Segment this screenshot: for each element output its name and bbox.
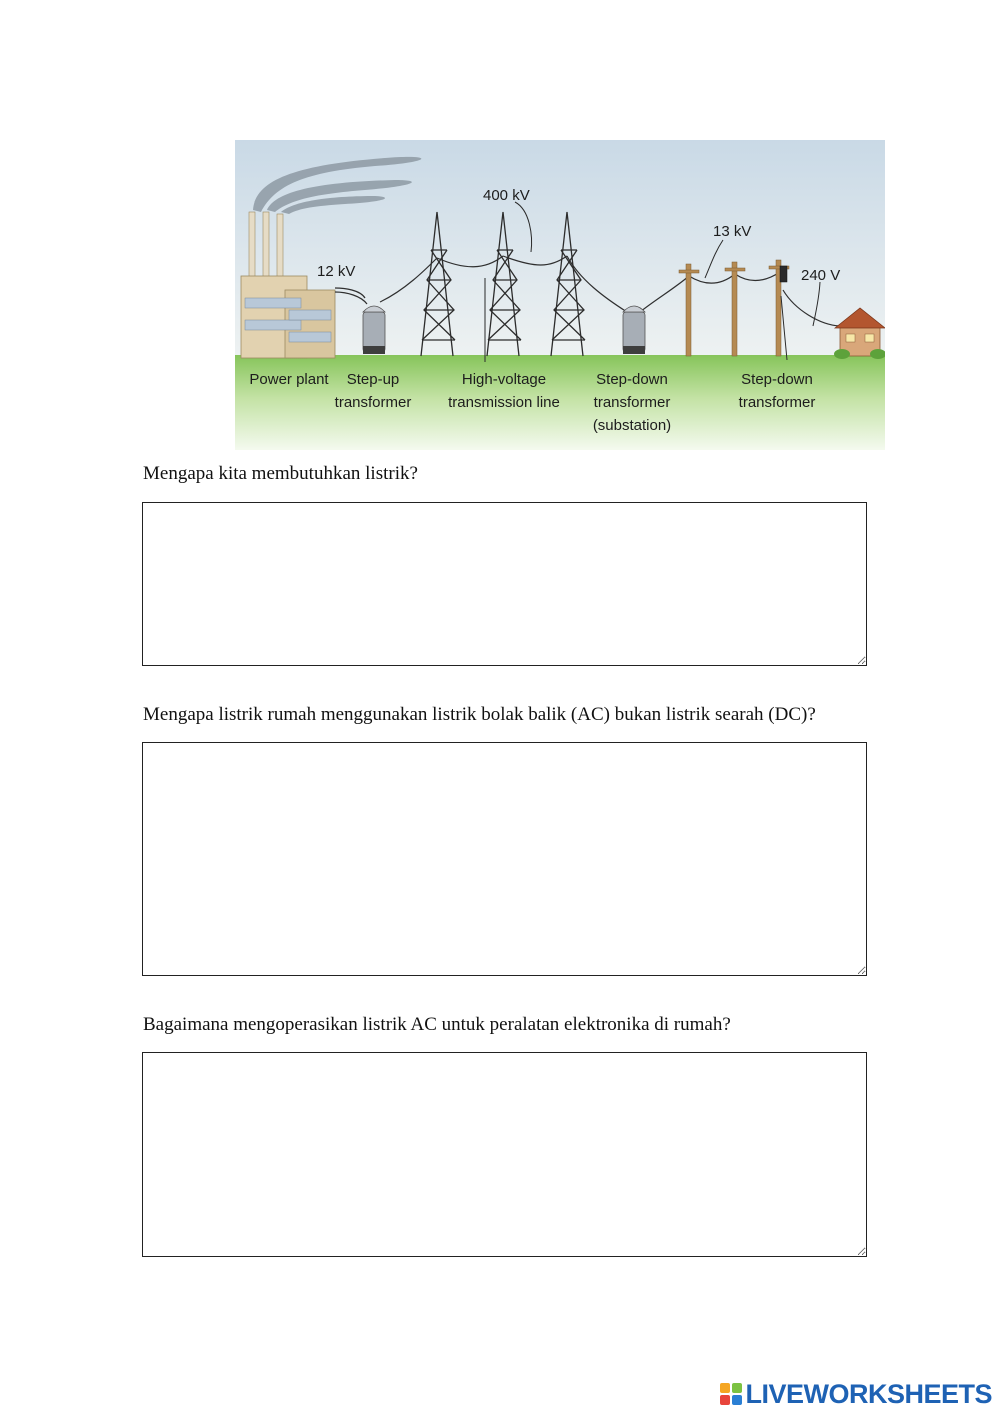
voltage-label-plant: 12 kV bbox=[317, 263, 356, 280]
logo-square-3 bbox=[720, 1395, 730, 1405]
logo-square-2 bbox=[732, 1383, 742, 1393]
liveworksheets-wordmark: LIVEWORKSHEETS bbox=[745, 1378, 992, 1409]
answer-box-3[interactable] bbox=[142, 1052, 867, 1257]
power-grid-illustration bbox=[235, 140, 885, 450]
voltage-label-transmission: 400 kV bbox=[483, 187, 530, 204]
power-grid-diagram bbox=[235, 140, 885, 450]
label-pole-transformer-line2: transformer bbox=[738, 394, 816, 411]
substation-transformer-shape bbox=[623, 306, 645, 354]
question-3: Bagaimana mengoperasikan listrik AC untuk peralatan elektronika di rumah? bbox=[143, 1014, 731, 1035]
logo-square-1 bbox=[720, 1383, 730, 1393]
label-substation-line3: (substation) bbox=[592, 417, 672, 434]
label-hv-line1: High-voltage bbox=[461, 371, 547, 388]
label-pole-transformer-line1: Step-down bbox=[741, 371, 813, 388]
answer-box-2[interactable] bbox=[142, 742, 867, 976]
label-step-up-line1: Step-up bbox=[346, 371, 400, 388]
label-power-plant: Power plant bbox=[249, 371, 329, 388]
logo-square-4 bbox=[732, 1395, 742, 1405]
question-2: Mengapa listrik rumah menggunakan listrik bolak balik (AC) bukan listrik searah (DC)? bbox=[143, 704, 816, 725]
label-hv-line2: transmission line bbox=[448, 394, 560, 411]
answer-box-1[interactable] bbox=[142, 502, 867, 666]
label-substation-line1: Step-down bbox=[596, 371, 668, 388]
step-up-transformer-shape bbox=[363, 306, 385, 354]
liveworksheets-brand bbox=[720, 1378, 992, 1410]
voltage-label-distribution: 13 kV bbox=[713, 223, 752, 240]
label-step-up-line2: transformer bbox=[334, 394, 412, 411]
question-1: Mengapa kita membutuhkan listrik? bbox=[143, 463, 418, 484]
liveworksheets-logo-icon bbox=[720, 1383, 742, 1405]
label-substation-line2: transformer bbox=[593, 394, 671, 411]
voltage-label-house: 240 V bbox=[801, 267, 841, 284]
